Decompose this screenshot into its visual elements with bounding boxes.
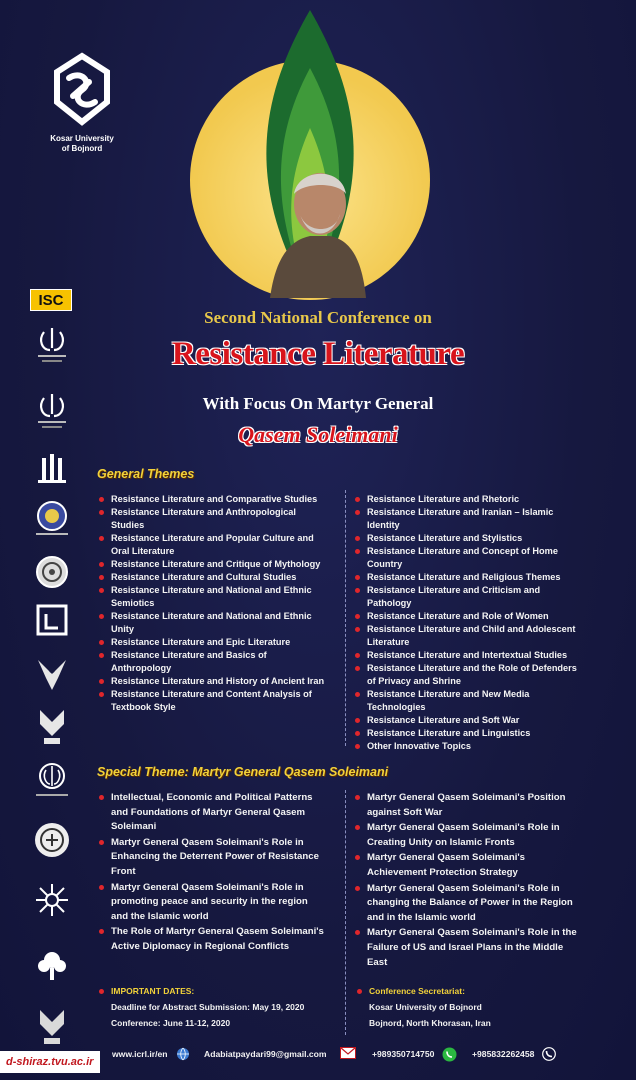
theme-item: Intellectual, Economic and Political Patterns and Foundations of Martyr General Qasem Soleimani	[97, 791, 325, 835]
theme-item: Resistance Literature and Anthropological Studies	[97, 506, 325, 532]
theme-item: Other Innovative Topics	[353, 740, 581, 753]
source-watermark: d-shiraz.tvu.ac.ir	[0, 1051, 100, 1073]
themes-divider	[345, 490, 346, 746]
conference-emblem	[180, 8, 440, 303]
organization-seal-icon	[30, 496, 74, 540]
theme-item: Resistance Literature and Comparative Studies	[97, 493, 325, 506]
title-second-national: Second National Conference on	[204, 308, 432, 327]
isc-badge: ISC	[30, 289, 72, 311]
special-divider	[345, 790, 346, 1035]
theme-item: Resistance Literature and Religious Themes	[353, 571, 581, 584]
theme-item: Resistance Literature and Criticism and Pathology	[353, 584, 581, 610]
kosar-logo-icon	[49, 52, 115, 130]
secretariat-line1: Kosar University of Bojnord	[369, 1002, 482, 1012]
whatsapp-icon	[442, 1047, 457, 1062]
theme-item: Resistance Literature and National and Ethnic Unity	[97, 610, 325, 636]
special-theme-right-column	[353, 791, 581, 971]
special-theme-left-column	[97, 791, 325, 956]
theme-item: Resistance Literature and Basics of Anthropology	[97, 649, 325, 675]
theme-item: Resistance Literature and Soft War	[353, 714, 581, 727]
university-building-icon	[30, 448, 74, 492]
theme-item: Resistance Literature and Stylistics	[353, 532, 581, 545]
theme-item: Resistance Literature and Concept of Home Country	[353, 545, 581, 571]
theme-item: Resistance Literature and Role of Women	[353, 610, 581, 623]
theme-item: Resistance Literature and Critique of Mythology	[97, 558, 325, 571]
university-name-line1: Kosar University	[50, 134, 114, 143]
mail-icon	[340, 1047, 356, 1060]
conference-dates: Conference: June 11-12, 2020	[111, 1018, 231, 1028]
theme-item: Resistance Literature and Rhetoric	[353, 493, 581, 506]
website-link[interactable]: www.icrl.ir/en	[112, 1049, 168, 1059]
special-theme-heading: Special Theme: Martyr General Qasem Soleimani	[97, 765, 389, 779]
university-logo	[44, 52, 120, 154]
conference-secretariat	[355, 986, 595, 1028]
seminary-emblem-icon	[30, 758, 74, 802]
circular-seal-icon	[30, 818, 74, 862]
theme-item: Martyr General Qasem Soleimani's Achievement Protection Strategy	[353, 851, 581, 880]
title-resistance-literature: Resistance Literature	[171, 336, 465, 372]
phone-number[interactable]: +985832262458	[472, 1049, 535, 1059]
theme-item: Martyr General Qasem Soleimani's Role in the Failure of US and Israel Plans in the Middle East	[353, 926, 581, 970]
theme-item: The Role of Martyr General Qasem Soleimani's Active Diplomacy in Regional Conflicts	[97, 925, 325, 954]
tvu-logo-icon	[30, 704, 74, 748]
globe-icon	[176, 1047, 190, 1061]
azad-university-logo-icon	[30, 1004, 74, 1048]
theme-item: Resistance Literature and Iranian – Islamic Identity	[353, 506, 581, 532]
theme-item: Resistance Literature and Epic Literature	[97, 636, 325, 649]
tree-logo-icon	[30, 946, 74, 990]
important-dates	[97, 986, 337, 1028]
theme-item: Martyr General Qasem Soleimani's Role in Creating Unity on Islamic Fronts	[353, 821, 581, 850]
theme-item: Martyr General Qasem Soleimani's Position against Soft War	[353, 791, 581, 820]
theme-item: Resistance Literature and Cultural Studies	[97, 571, 325, 584]
theme-item: Resistance Literature and the Role of Defenders of Privacy and Shrine	[353, 662, 581, 688]
theme-item: Martyr General Qasem Soleimani's Role in Enhancing the Deterrent Power of Resistance Front	[97, 836, 325, 880]
general-themes-left-column	[97, 493, 325, 714]
phone-icon	[542, 1047, 556, 1061]
theme-item: Resistance Literature and National and Ethnic Semiotics	[97, 584, 325, 610]
theme-item: Resistance Literature and Popular Culture and Oral Literature	[97, 532, 325, 558]
abstract-deadline: Deadline for Abstract Submission: May 19, 2020	[111, 1002, 305, 1012]
email-link[interactable]: Adabiatpaydari99@gmail.com	[204, 1049, 327, 1059]
academy-seal-icon	[30, 552, 74, 596]
general-themes-right-column	[353, 493, 581, 753]
university-name-line2: of Bojnord	[61, 144, 103, 153]
theme-item: Resistance Literature and New Media Technologies	[353, 688, 581, 714]
square-logo-icon	[30, 600, 74, 644]
theme-item: Martyr General Qasem Soleimani's Role in promoting peace and security in the region and the Islamic world	[97, 881, 325, 925]
general-themes-heading: General Themes	[97, 467, 195, 481]
theme-item: Resistance Literature and History of Ancient Iran	[97, 675, 325, 688]
theme-item: Resistance Literature and Content Analysis of Textbook Style	[97, 688, 325, 714]
payame-noor-logo-icon	[30, 880, 74, 924]
whatsapp-number[interactable]: +989350714750	[372, 1049, 435, 1059]
theme-item: Resistance Literature and Linguistics	[353, 727, 581, 740]
theme-item: Resistance Literature and Intertextual Studies	[353, 649, 581, 662]
title-focus: With Focus On Martyr General	[202, 394, 434, 413]
secretariat-line2: Bojnord, North Khorasan, Iran	[369, 1018, 491, 1028]
secretariat-heading: Conference Secretariat:	[355, 986, 595, 996]
theme-item: Resistance Literature and Child and Adolescent Literature	[353, 623, 581, 649]
title-honoree-name: Qasem Soleimani	[238, 422, 398, 447]
important-dates-heading: IMPORTANT DATES:	[97, 986, 337, 996]
bird-logo-icon	[30, 652, 74, 696]
theme-item: Martyr General Qasem Soleimani's Role in changing the Balance of Power in the Region and in the Islamic world	[353, 882, 581, 926]
